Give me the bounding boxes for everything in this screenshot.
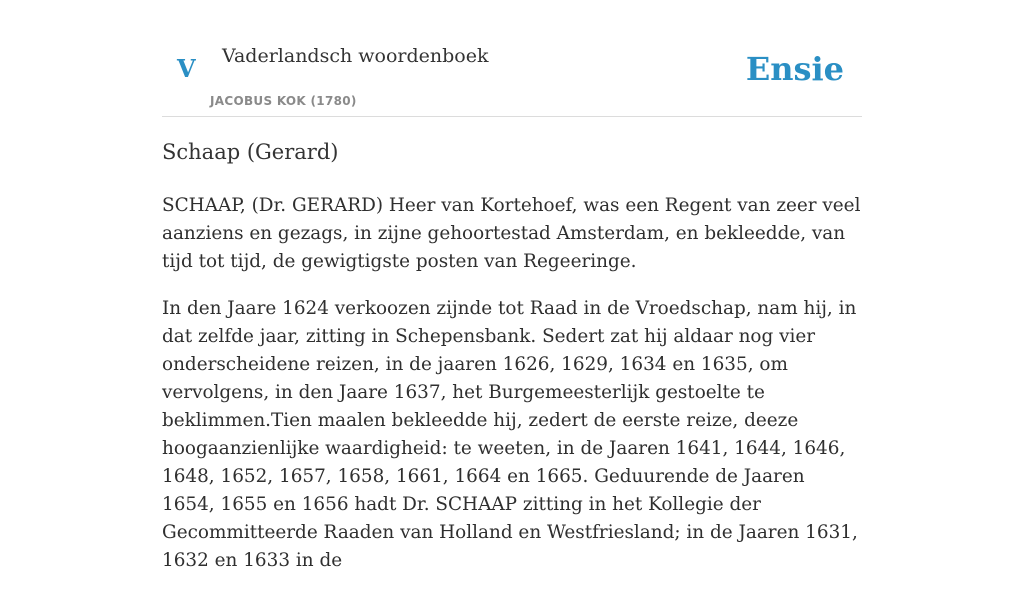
entry-body bbox=[162, 192, 862, 594]
book-header bbox=[162, 0, 862, 117]
book-letter-badge: V bbox=[177, 54, 196, 83]
entry-paragraph: SCHAAP, (Dr. GERARD) Heer van Kortehoef, was een Regent van zeer veel aanziens en gezags, in zijne gehoortestad Amsterdam, en bekleedde, van tijd tot tijd, de gewigtigste posten van Regeeringe. bbox=[162, 195, 861, 272]
ensie-logo-link[interactable]: Ensie bbox=[745, 50, 844, 88]
entry-title: Schaap (Gerard) bbox=[162, 140, 339, 164]
book-title-link[interactable]: Vaderlandsch woordenboek bbox=[222, 45, 489, 67]
book-author: JACOBUS KOK (1780) bbox=[210, 94, 357, 108]
entry-paragraph: In den Jaare 1624 verkoozen zijnde tot Raad in de Vroedschap, nam hij, in dat zelfde jaar, zitting in Schepensbank. Sedert zat hij aldaar nog vier onderscheidene reizen, in de jaaren 1626, 1629, 1634 en 1635, om vervolgens, in den Jaare 1637, het Burgemeesterlijk gestoelte te beklimmen.Tien maalen bekleedde hij, zedert de eerste reize, deeze hoogaanzienlijke waardigheid: te weeten, in de Jaaren 1641, 1644, 1646, 1648, 1652, 1657, 1658, 1661, 1664 en 1665. Geduurende de Jaaren 1654, 1655 en 1656 hadt Dr. SCHAAP zitting in het Kollegie der Gecommitteerde Raaden van Holland en Westfriesland; in de Jaaren 1631, 1632 en 1633 in de bbox=[162, 298, 858, 571]
